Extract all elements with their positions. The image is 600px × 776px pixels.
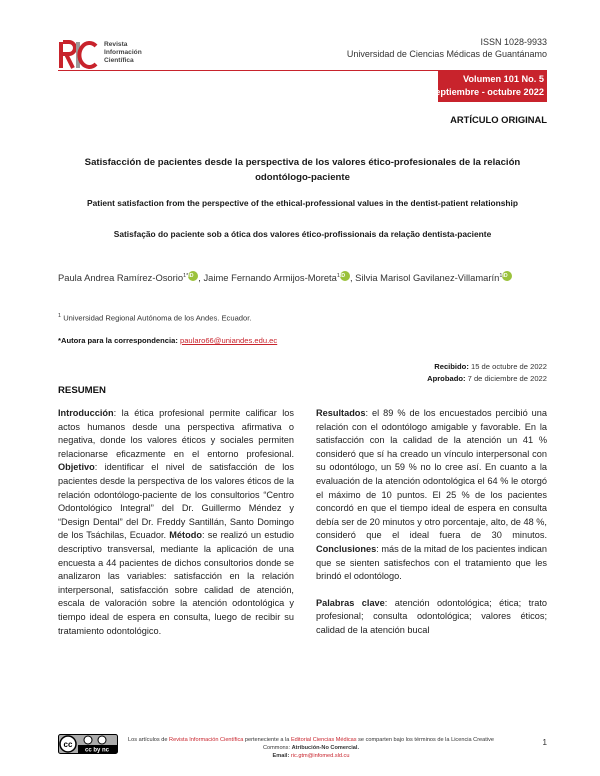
correspondence-email-link[interactable]: paularo66@uniandes.edu.ec xyxy=(179,336,278,345)
page-number: 1 xyxy=(542,737,547,747)
abstract-heading: RESUMEN xyxy=(58,385,106,396)
title-english: Patient satisfaction from the perspective of the ethical-professional values in the dentist-patient relationship xyxy=(87,198,518,208)
results-text: : el 89 % de los encuestados percibió una relación con el odontólogo amigable y favorable. En la satisfacción con la calidad de la atención un 41 % consideró que sí ha creado un vínculo interpersonal con su odontólogo, un 59 % no lo cree así. En cuanto a la evaluación de la atención odontológica el 64 % le otorgó el máximo de 10 puntos. El 25 % de los pacientes concordó en que el tiempo ideal de espera en consulta debía ser de 20 minutos y otro porcentaje, alto, de 48 %, consideró que el ideal fuera de 30 minutos. xyxy=(316,408,547,541)
abstract-column-left xyxy=(58,407,294,638)
conclusions-label: Conclusiones xyxy=(316,543,377,554)
volume: Volumen 101 No. 5 xyxy=(462,74,544,84)
license-footer: Los artículos de Revista Información Científica perteneciente a la Editorial Ciencias Médicas se comparten bajo los términos de la Licencia Creative Commons: Atribución-No Comercial. Email: ric.gtm@infomed.sld.cu xyxy=(128,737,494,760)
keywords-text: : atención odontológica; ética; trato profesional; consulta odontológica; valores éticos; calidad de la atención bucal xyxy=(316,597,547,635)
author-superscript: 1 xyxy=(336,273,340,279)
journal-link[interactable]: Revista Información Científica xyxy=(169,737,244,743)
ric-logo-icon xyxy=(58,38,98,72)
issn: ISSN 1028-9933 xyxy=(480,37,547,47)
author-name: Silvia Marisol Gavilanez-Villamarín xyxy=(355,272,500,284)
conclusions-text: : más de la mitad de los pacientes indican que se sienten satisfechos con el tratamiento que les brindó el odontólogo. xyxy=(316,543,547,582)
received-date: 15 de octubre de 2022 xyxy=(470,362,547,371)
title-spanish: Satisfacción de pacientes desde la perspectiva de los valores ético-profesionales de la relación odontólogo-paciente xyxy=(84,157,521,183)
keywords-label: Palabras clave xyxy=(316,597,385,608)
affiliation-text: Universidad Regional Autónoma de los Andes. Ecuador. xyxy=(63,313,252,323)
objective-text: : identificar el nivel de satisfacción de los pacientes desde la perspectiva de los valores éticos de la relación odontólogo-paciente de los consultorios “Centro Odontológico Integral” del Dr. Guillermo Méndez y “Design Dental” del Dr. Freddy Santillán, Santo Domingo de los Tsáchilas, Ecuador. xyxy=(58,462,294,541)
volume-info xyxy=(430,73,544,99)
author-list: Paula Andrea Ramírez-Osorio$^{1*}$iD , Jaime Fernando Armijos-Moreta$^1$iD , Silvia Marisol Gavilanez-Villamarín$^1$iD xyxy=(58,268,547,286)
orcid-icon[interactable]: iD xyxy=(340,271,350,281)
correspondence-label: *Autora para la correspondencia: xyxy=(58,336,178,345)
svg-text:cc: cc xyxy=(63,740,73,749)
method-text: : se realizó un estudio descriptivo transversal, mediante la aplicación de una encuesta a 44 pacientes de dichos consultorios donde se analizaron las variables: satisfacción en la relación interpersonal, satisfacción sobre calidad de atención, escala de valoración sobre la atención odontológica y tiempo ideal de espera en consulta, luego de recibir su tratamiento odontológico. xyxy=(58,530,294,636)
email-label: Email: xyxy=(272,753,290,760)
university: Universidad de Ciencias Médicas de Guantánamo xyxy=(346,49,547,59)
article-dates xyxy=(427,361,547,385)
footer-email-link[interactable]: ric.gtm@infomed.sld.cu xyxy=(290,753,350,760)
orcid-icon[interactable]: iD xyxy=(188,271,198,281)
objective-label: Objetivo xyxy=(58,462,95,473)
intro-text: : la ética profesional permite calificar los actos humanos desde una perspectiva afirmativa o negativa, donde los valores éticos y sociales permiten relacionarse eficazmente en el entorno profesional. xyxy=(58,408,294,459)
period: septiembre - octubre 2022 xyxy=(430,87,544,97)
author-name: Jaime Fernando Armijos-Moreta xyxy=(203,272,337,284)
journal-logo xyxy=(58,38,178,72)
received-label: Recibido: xyxy=(434,362,469,371)
license-name: Atribución-No Comercial. xyxy=(291,745,360,752)
correspondence xyxy=(58,336,277,345)
method-label: Método xyxy=(169,530,202,541)
journal-info xyxy=(347,36,547,60)
approved-label: Aprobado: xyxy=(427,374,466,383)
affiliation xyxy=(58,313,251,323)
author-superscript: 1 xyxy=(499,273,503,279)
creative-commons-license-icon[interactable] xyxy=(58,734,118,754)
author-superscript: 1* xyxy=(183,273,189,279)
approved-date: 7 de diciembre de 2022 xyxy=(467,374,547,383)
affiliation-superscript: 1 xyxy=(58,313,62,319)
abstract-column-right xyxy=(316,407,547,638)
keywords xyxy=(316,597,547,638)
intro-label: Introducción xyxy=(58,408,114,418)
author-name: Paula Andrea Ramírez-Osorio xyxy=(58,272,184,284)
title-portuguese: Satisfação do paciente sob a ótica dos valores ético-profissionais da relação dentista-paciente xyxy=(113,229,492,239)
publisher-link[interactable]: Editorial Ciencias Médicas xyxy=(290,737,357,743)
logo-text: Revista Información Científica xyxy=(104,41,142,64)
orcid-icon[interactable]: iD xyxy=(502,271,512,281)
results-label: Resultados xyxy=(316,408,366,418)
license-badge: cc by nc xyxy=(84,747,110,754)
article-type: ARTÍCULO ORIGINAL xyxy=(450,114,547,125)
